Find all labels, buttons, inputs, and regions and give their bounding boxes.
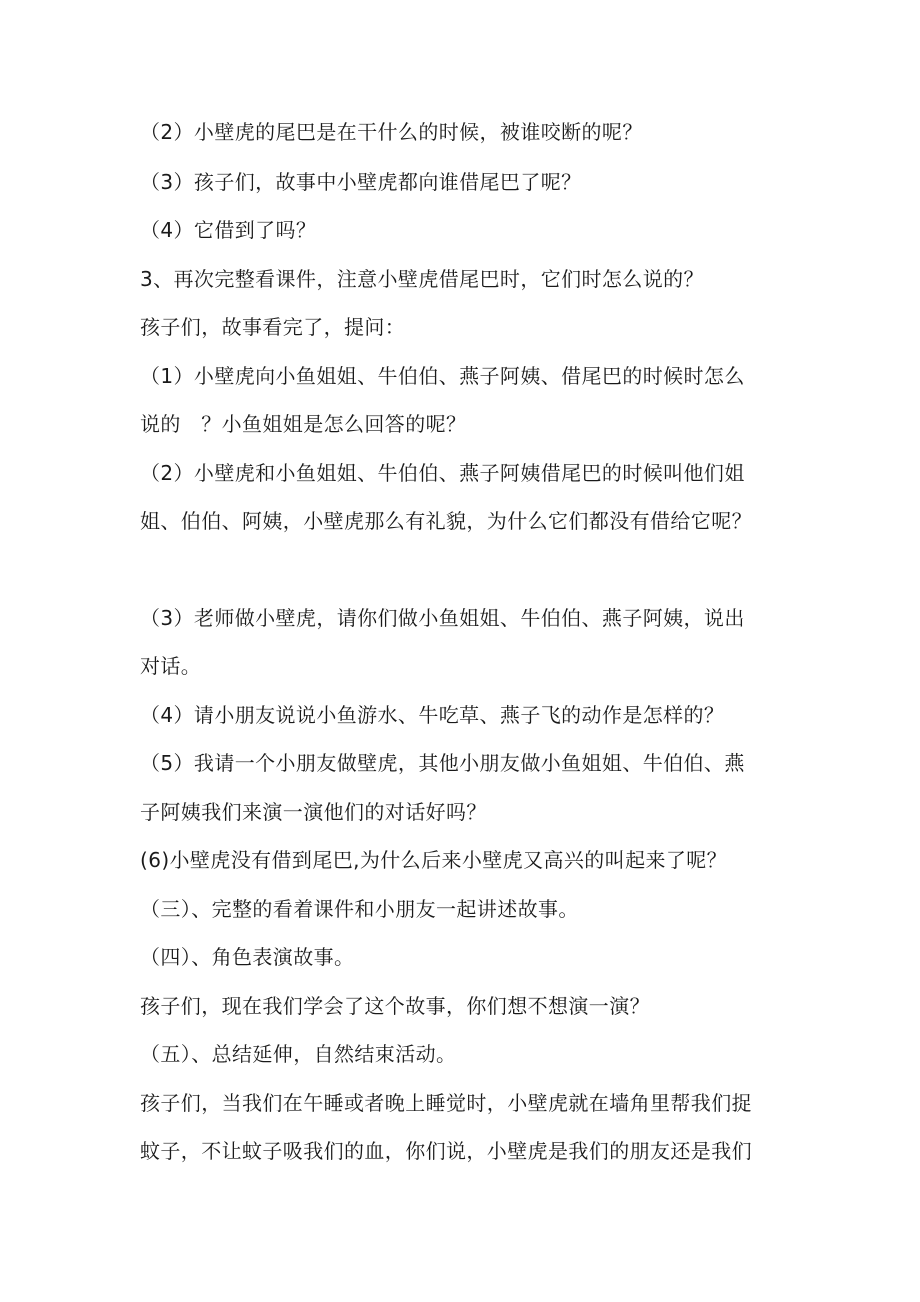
sub-question-4-line: （4）请小朋友说说小鱼游水、牛吃草、燕子飞的动作是怎样的？ <box>140 703 725 727</box>
question-3-line: （3）孩子们，故事中小壁虎都向谁借尾巴了呢？ <box>140 170 582 194</box>
closing-paragraph-line-b: 蚊子，不让蚊子吸我们的血，你们说，小壁虎是我们的朋友还是我们 <box>140 1139 752 1163</box>
sub-question-3-line-b: 对话。 <box>140 654 202 678</box>
question-4-line: （4）它借到了吗？ <box>140 218 317 242</box>
step-3-heading: 3、再次完整看课件，注意小壁虎借尾巴时，它们时怎么说的？ <box>140 267 704 291</box>
prompt-line: 孩子们，故事看完了，提问： <box>140 315 406 339</box>
sub-question-2-line-b: 姐、伯伯、阿姨，小壁虎那么有礼貌，为什么它们都没有借给它呢？ <box>140 509 752 533</box>
sub-question-6-line: (6)小壁虎没有借到尾巴,为什么后来小壁虎又高兴的叫起来了呢？ <box>140 848 728 872</box>
sub-question-1-line-a: （1）小壁虎向小鱼姐姐、牛伯伯、燕子阿姨、借尾巴的时候时怎么 <box>140 364 745 388</box>
section-3-heading: （三）、完整的看着课件和小朋友一起讲述故事。 <box>140 897 579 921</box>
closing-paragraph-line-a: 孩子们，当我们在午睡或者晚上睡觉时，小壁虎就在墙角里帮我们捉 <box>140 1091 752 1115</box>
question-2-line: （2）小壁虎的尾巴是在干什么的时候，被谁咬断的呢？ <box>140 120 643 144</box>
section-5-heading: （五）、总结延伸，自然结束活动。 <box>140 1042 457 1066</box>
sub-question-3-line-a: （3）老师做小壁虎，请你们做小鱼姐姐、牛伯伯、燕子阿姨，说出 <box>140 606 745 630</box>
sub-question-5-line-a: （5）我请一个小朋友做壁虎，其他小朋友做小鱼姐姐、牛伯伯、燕 <box>140 751 745 775</box>
sub-question-2-line-a: （2）小壁虎和小鱼姐姐、牛伯伯、燕子阿姨借尾巴的时候叫他们姐 <box>140 461 745 485</box>
sub-question-5-line-b: 子阿姨我们来演一演他们的对话好吗？ <box>140 800 487 824</box>
sub-question-1-line-b: 说的 ？小鱼姐姐是怎么回答的呢？ <box>140 412 467 436</box>
section-4-prompt: 孩子们，现在我们学会了这个故事，你们想不想演一演？ <box>140 994 650 1018</box>
section-4-heading: （四）、角色表演故事。 <box>140 945 355 969</box>
